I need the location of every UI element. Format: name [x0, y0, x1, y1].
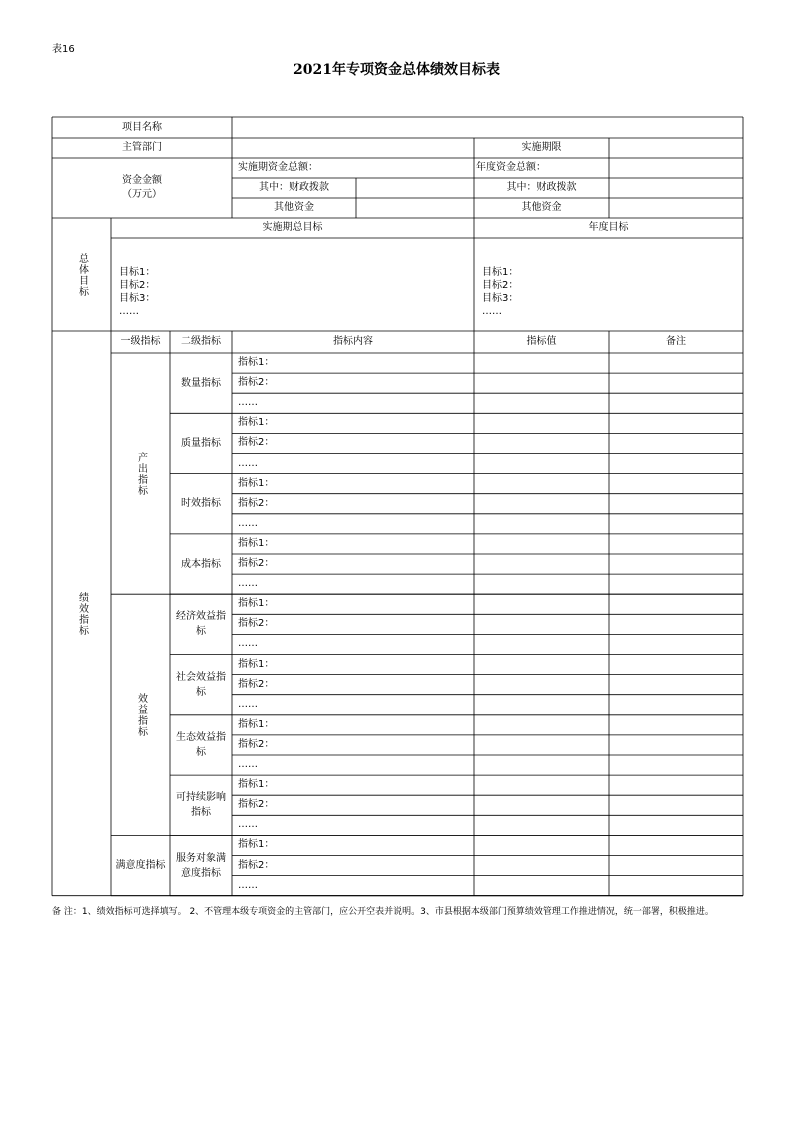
indicator-row-label: ……	[238, 578, 258, 590]
performance-indicator-label: 绩效指标	[76, 592, 88, 636]
period-goal-item: ……	[119, 306, 139, 317]
total-period-funds-label: 实施期资金总额：	[238, 162, 318, 173]
indicator-note-cell[interactable]	[609, 614, 743, 634]
indicator-note-cell[interactable]	[609, 775, 743, 795]
level2-indicator-text: 成本指标	[181, 558, 221, 570]
level1-indicator	[111, 835, 170, 895]
level2-indicator-text: 社会效益指标	[176, 671, 226, 698]
indicator-row-label: 指标1：	[238, 658, 275, 670]
indicator-note-cell[interactable]	[609, 815, 743, 835]
col-value-header: 指标值	[526, 336, 557, 347]
indicator-note-cell[interactable]	[609, 715, 743, 735]
level1-indicator	[111, 594, 170, 835]
indicator-value-cell[interactable]	[474, 594, 609, 614]
fiscal-annual-label: 其中：财政拨款	[506, 182, 577, 193]
period-goal-list[interactable]	[119, 266, 155, 318]
level2-indicator	[170, 715, 232, 775]
indicator-note-cell[interactable]	[609, 594, 743, 614]
page-title: 2021年专项资金总体绩效目标表	[293, 62, 500, 78]
other-funds-annual-value[interactable]	[609, 198, 743, 218]
other-funds-label: 其他资金	[274, 202, 314, 213]
indicator-note-cell[interactable]	[609, 634, 743, 654]
period-label: 实施期限	[521, 142, 562, 153]
indicator-note-cell[interactable]	[609, 413, 743, 433]
period-goal-item: 目标3：	[119, 293, 156, 304]
level2-indicator	[170, 594, 232, 654]
level2-indicator-text: 服务对象满意度指标	[176, 852, 226, 879]
funds-label	[52, 158, 232, 218]
department-label: 主管部门	[122, 142, 162, 153]
annual-goal-item: 目标1：	[482, 267, 519, 278]
col-level1-header: 一级指标	[120, 336, 161, 347]
indicator-value-cell[interactable]	[474, 614, 609, 634]
indicator-value-cell[interactable]	[474, 795, 609, 815]
indicator-value-cell[interactable]	[474, 715, 609, 735]
indicator-row-label: ……	[238, 759, 258, 771]
indicator-row-label: 指标1：	[238, 779, 275, 791]
fiscal-annual-value[interactable]	[609, 178, 743, 198]
indicator-row-label: 指标1：	[238, 598, 275, 610]
indicator-row-label: 指标2：	[238, 497, 275, 509]
indicator-value-cell[interactable]	[474, 433, 609, 453]
level2-indicator-text: 时效指标	[181, 498, 221, 510]
indicator-note-cell[interactable]	[609, 554, 743, 574]
indicator-row-label: ……	[238, 698, 258, 710]
level2-indicator-text: 生态效益指标	[176, 731, 226, 758]
level2-indicator	[170, 534, 232, 594]
level2-indicator	[170, 775, 232, 835]
annual-goal-list[interactable]	[482, 266, 518, 318]
indicator-row-label: ……	[238, 397, 258, 409]
level2-indicator	[170, 835, 232, 895]
level1-indicator-text: 效益指标	[135, 692, 147, 737]
indicator-value-cell[interactable]	[474, 775, 609, 795]
level2-indicator-text: 经济效益指标	[176, 611, 226, 638]
indicator-row-label: 指标1：	[238, 537, 275, 549]
indicator-note-cell[interactable]	[609, 876, 743, 896]
annual-goal-item: ……	[482, 306, 502, 317]
indicator-row-label: 指标2：	[238, 437, 275, 449]
indicator-value-cell[interactable]	[474, 514, 609, 534]
indicator-note-cell[interactable]	[609, 514, 743, 534]
annual-goal-header: 年度目标	[588, 222, 629, 233]
period-goal-item: 目标2：	[119, 280, 156, 291]
indicator-note-cell[interactable]	[609, 373, 743, 393]
overall-goal-label: 总体目标	[76, 252, 88, 297]
indicator-row-label: 指标1：	[238, 417, 275, 429]
indicator-row-label: ……	[238, 879, 258, 891]
project-name-value[interactable]	[232, 118, 743, 138]
indicator-note-cell[interactable]	[609, 534, 743, 554]
indicator-row-label: ……	[238, 517, 258, 529]
indicator-value-cell[interactable]	[474, 735, 609, 755]
indicator-value-cell[interactable]	[474, 494, 609, 514]
other-funds-value[interactable]	[356, 198, 474, 218]
indicator-value-cell[interactable]	[474, 554, 609, 574]
project-name-label: 项目名称	[122, 122, 162, 133]
level2-indicator	[170, 413, 232, 473]
indicator-note-cell[interactable]	[609, 655, 743, 675]
indicator-note-cell[interactable]	[609, 474, 743, 494]
indicator-row-label: 指标2：	[238, 738, 275, 750]
level1-indicator-text: 满意度指标	[115, 859, 166, 871]
indicator-value-cell[interactable]	[474, 655, 609, 675]
indicator-row-label: ……	[238, 457, 258, 469]
indicator-row-label: 指标2：	[238, 558, 275, 570]
indicator-value-cell[interactable]	[474, 413, 609, 433]
fiscal-value[interactable]	[356, 178, 474, 198]
indicator-value-cell[interactable]	[474, 695, 609, 715]
indicator-row-label: 指标2：	[238, 618, 275, 630]
annual-funds-value[interactable]	[609, 158, 743, 178]
indicator-note-cell[interactable]	[609, 755, 743, 775]
period-value[interactable]	[609, 138, 743, 158]
indicator-row-label: 指标1：	[238, 839, 275, 851]
indicator-value-cell[interactable]	[474, 474, 609, 494]
level2-indicator-text: 质量指标	[181, 437, 221, 449]
indicator-row-label: 指标2：	[238, 799, 275, 811]
indicator-row-label: ……	[238, 819, 258, 831]
indicator-value-cell[interactable]	[474, 634, 609, 654]
indicator-value-cell[interactable]	[474, 393, 609, 413]
col-content-header: 指标内容	[333, 336, 373, 347]
fiscal-label: 其中：财政拨款	[259, 182, 329, 193]
indicator-value-cell[interactable]	[474, 373, 609, 393]
department-value[interactable]	[232, 138, 474, 158]
level2-indicator-text: 数量指标	[181, 377, 221, 389]
indicator-row-label: ……	[238, 638, 258, 650]
annual-goal-item: 目标2：	[482, 280, 519, 291]
indicator-row-label: 指标1：	[238, 718, 275, 730]
col-note-header: 备注	[666, 336, 686, 347]
annual-funds-label: 年度资金总额：	[476, 162, 546, 173]
level2-indicator	[170, 353, 232, 413]
indicator-note-cell[interactable]	[609, 835, 743, 855]
indicator-row-label: 指标2：	[238, 859, 275, 871]
indicator-note-cell[interactable]	[609, 574, 743, 594]
indicator-value-cell[interactable]	[474, 755, 609, 775]
indicator-value-cell[interactable]	[474, 835, 609, 855]
level2-indicator-text: 可持续影响指标	[176, 792, 226, 819]
indicator-value-cell[interactable]	[474, 454, 609, 474]
indicator-row-label: 指标1：	[238, 477, 275, 489]
indicator-value-cell[interactable]	[474, 534, 609, 554]
level1-indicator	[111, 353, 170, 594]
indicator-value-cell[interactable]	[474, 856, 609, 876]
indicator-row-label: 指标2：	[238, 377, 275, 389]
level2-indicator	[170, 655, 232, 715]
indicator-note-cell[interactable]	[609, 353, 743, 373]
indicator-value-cell[interactable]	[474, 876, 609, 896]
annual-goal-item: 目标3：	[482, 293, 519, 304]
funds-label-text: 资金金额 （万元）	[122, 175, 162, 200]
indicator-row-label: 指标2：	[238, 678, 275, 690]
level2-indicator	[170, 474, 232, 534]
indicator-value-cell[interactable]	[474, 353, 609, 373]
indicator-note-cell[interactable]	[609, 494, 743, 514]
indicator-value-cell[interactable]	[474, 675, 609, 695]
table-number: 表16	[52, 44, 75, 55]
indicator-row-label: 指标1：	[238, 357, 275, 369]
indicator-note-cell[interactable]	[609, 735, 743, 755]
other-funds-annual-label: 其他资金	[521, 202, 562, 213]
indicator-note-cell[interactable]	[609, 856, 743, 876]
indicator-note-cell[interactable]	[609, 795, 743, 815]
indicator-value-cell[interactable]	[474, 574, 609, 594]
indicator-note-cell[interactable]	[609, 393, 743, 413]
indicator-note-cell[interactable]	[609, 433, 743, 453]
indicator-note-cell[interactable]	[609, 675, 743, 695]
period-goal-header: 实施期总目标	[262, 222, 323, 233]
footnote: 备 注：1、绩效指标可选择填写。 2、不管理本级专项资金的主管部门，应公开空表并说明。3、市县根据本级部门预算绩效管理工作推进情况，统一部署，积极推进。	[52, 907, 714, 917]
indicator-note-cell[interactable]	[609, 454, 743, 474]
col-level2-header: 二级指标	[181, 336, 221, 347]
indicator-note-cell[interactable]	[609, 695, 743, 715]
level1-indicator-text: 产出指标	[135, 451, 147, 496]
indicator-value-cell[interactable]	[474, 815, 609, 835]
period-goal-item: 目标1：	[119, 267, 156, 278]
